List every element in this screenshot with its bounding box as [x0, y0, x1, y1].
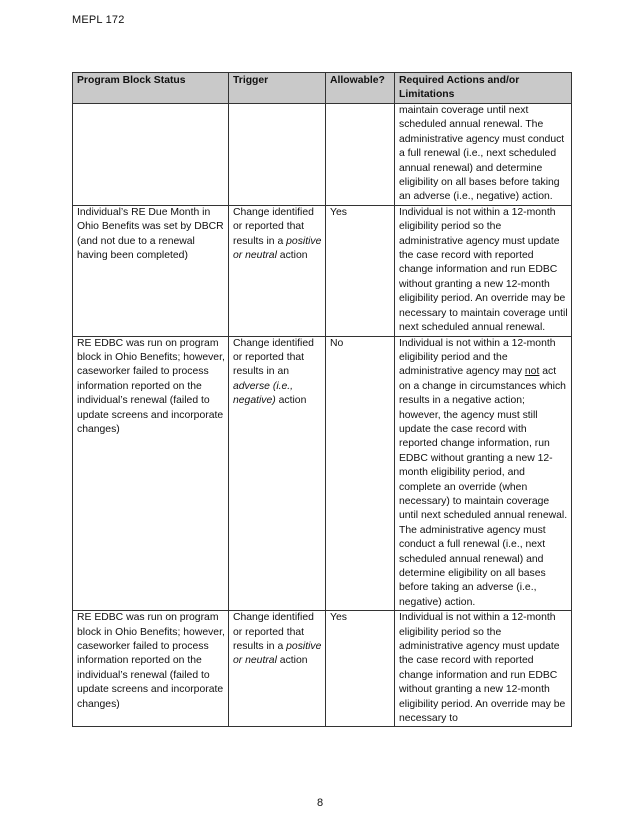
trigger-text: Change identified or reported that results in an: [233, 337, 314, 378]
table-row: [73, 104, 572, 206]
status-cell: Individual’s RE Due Month in Ohio Benefits was set by DBCR (and not due to a renewal having been completed): [73, 205, 229, 336]
actions-cell: [395, 336, 572, 611]
trigger-emphasis: positive or neutral: [233, 641, 322, 667]
header-required-actions: Required Actions and/or Limitations: [395, 73, 572, 104]
trigger-cell: [229, 336, 326, 611]
status-cell: [73, 104, 229, 206]
trigger-text-end: action: [276, 655, 308, 667]
actions-cell: Individual is not within a 12-month eligibility period so the administrative agency must update the case record with reported change information and run EDBC without granting a new 12-month eligibility period. An override may be necessary to: [395, 611, 572, 727]
trigger-text-end: action: [275, 395, 307, 407]
trigger-emphasis: adverse (i.e., negative): [233, 380, 294, 407]
actions-text-end: act on a change in circumstances which results in a negative action; however, the agency must still update the case record with reported change information, run EDBC without granting a new 12-month eligibility period, and complete an override (when necessary) to maintain coverage until next scheduled annual renewal. The administrative agency must conduct a full renewal (i.e., next scheduled annual renewal) and determine eligibility on all bases before taking an adverse (i.e., negative) action.: [399, 366, 568, 608]
program-block-status-table: [72, 72, 572, 727]
table-header-row: [73, 73, 572, 104]
header-trigger: Trigger: [229, 73, 326, 104]
trigger-cell: [229, 104, 326, 206]
allowable-cell: No: [326, 336, 395, 611]
status-cell: RE EDBC was run on program block in Ohio Benefits; however, caseworker failed to process information reported on the individual’s renewal (failed to update screens and incorporate changes): [73, 611, 229, 727]
header-allowable: Allowable?: [326, 73, 395, 104]
table-row: [73, 205, 572, 336]
allowable-cell: Yes: [326, 611, 395, 727]
actions-underlined-not: not: [524, 366, 540, 378]
actions-cell: maintain coverage until next scheduled annual renewal. The administrative agency must conduct a full renewal (i.e., next scheduled annual renewal) and determine eligibility on all bases before taking an adverse (i.e., negative) action.: [395, 104, 572, 206]
table-row: [73, 336, 572, 611]
table-row: [73, 611, 572, 727]
status-cell: RE EDBC was run on program block in Ohio Benefits; however, caseworker failed to process information reported on the individual’s renewal (failed to update screens and incorporate changes): [73, 336, 229, 611]
trigger-emphasis: positive or neutral: [233, 235, 322, 262]
document-id-header: MEPL 172: [72, 14, 125, 26]
trigger-text-end: action: [276, 250, 308, 262]
page-number: 8: [316, 797, 324, 809]
allowable-cell: [326, 104, 395, 206]
trigger-text: Change identified or reported that results in a: [233, 206, 314, 247]
actions-text: Individual is not within a 12-month eligibility period and the administrative agency may: [399, 337, 556, 378]
trigger-cell: [229, 205, 326, 336]
allowable-cell: Yes: [326, 205, 395, 336]
trigger-text: Change identified or reported that results in a: [233, 612, 314, 653]
header-program-block-status: Program Block Status: [73, 73, 229, 104]
actions-cell: Individual is not within a 12-month eligibility period so the administrative agency must update the case record with reported change information and run EDBC without granting a new 12-month eligibility period. An override may be necessary to maintain coverage until next scheduled annual renewal.: [395, 205, 572, 336]
trigger-cell: [229, 611, 326, 727]
